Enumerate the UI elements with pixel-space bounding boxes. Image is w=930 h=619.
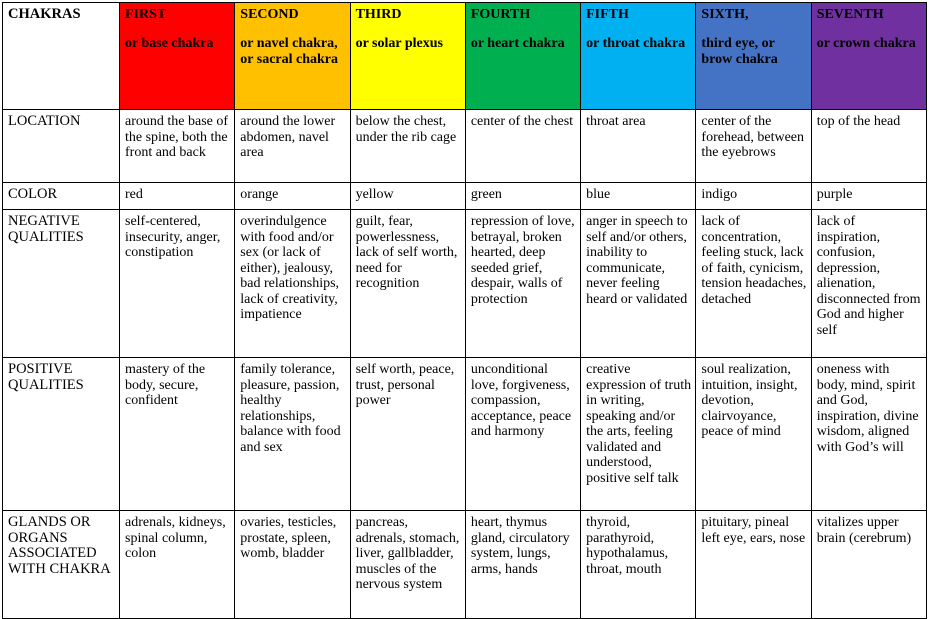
table-cell: red bbox=[120, 183, 235, 210]
table-cell: soul realization, intuition, insight, devotion, clairvoyance, peace of mind bbox=[696, 358, 811, 511]
chakra-subtitle: or throat chakra bbox=[586, 36, 686, 51]
table-cell: blue bbox=[581, 183, 696, 210]
chakra-title: SECOND bbox=[240, 7, 299, 22]
table-cell: yellow bbox=[350, 183, 465, 210]
chakra-title: FIFTH bbox=[586, 7, 629, 22]
header-chakra-fourth bbox=[465, 3, 580, 110]
table-cell: vitalizes upper brain (cerebrum) bbox=[811, 511, 926, 619]
chakra-subtitle: or crown chakra bbox=[816, 36, 916, 51]
header-chakra-sixth bbox=[696, 3, 811, 110]
table-cell: center of the chest bbox=[465, 110, 580, 183]
table-cell: heart, thymus gland, circulatory system, lungs, arms, hands bbox=[465, 511, 580, 619]
chakra-title: FOURTH bbox=[470, 7, 531, 22]
row-label: LOCATION bbox=[3, 110, 120, 183]
table-cell: lack of inspiration, confusion, depression, alienation, disconnected from God and higher self bbox=[811, 210, 926, 358]
header-chakra-seventh bbox=[811, 3, 926, 110]
table-cell: top of the head bbox=[811, 110, 926, 183]
table-cell: around the base of the spine, both the front and back bbox=[120, 110, 235, 183]
chakra-title: FIRST bbox=[125, 7, 167, 22]
chakra-table bbox=[2, 2, 927, 619]
table-cell: throat area bbox=[581, 110, 696, 183]
chakra-subtitle: or solar plexus bbox=[355, 36, 443, 51]
glands-organs-row bbox=[3, 511, 927, 619]
header-chakra-first bbox=[120, 3, 235, 110]
table-cell: self-centered, insecurity, anger, constipation bbox=[120, 210, 235, 358]
table-cell: family tolerance, pleasure, passion, healthy relationships, balance with food and sex bbox=[235, 358, 350, 511]
table-cell: oneness with body, mind, spirit and God, inspiration, divine wisdom, aligned with God’s will bbox=[811, 358, 926, 511]
table-cell: unconditional love, forgiveness, compassion, acceptance, peace and harmony bbox=[465, 358, 580, 511]
table-cell: ovaries, testicles, prostate, spleen, womb, bladder bbox=[235, 511, 350, 619]
header-chakra-fifth bbox=[581, 3, 696, 110]
table-cell: pancreas, adrenals, stomach, liver, gallbladder, muscles of the nervous system bbox=[350, 511, 465, 619]
table-cell: guilt, fear, powerlessness, lack of self worth, need for recognition bbox=[350, 210, 465, 358]
chakra-subtitle: third eye, or brow chakra bbox=[701, 36, 778, 67]
header-label-cell bbox=[3, 3, 120, 110]
table-cell: lack of concentration, feeling stuck, lack of faith, cynicism, tension headaches, detached bbox=[696, 210, 811, 358]
table-cell: mastery of the body, secure, confident bbox=[120, 358, 235, 511]
table-cell: overindulgence with food and/or sex (or lack of either), jealousy, bad relationships, lack of creativity, impatience bbox=[235, 210, 350, 358]
header-row bbox=[3, 3, 927, 110]
row-label: COLOR bbox=[3, 183, 120, 210]
chakra-title: SIXTH, bbox=[701, 7, 749, 22]
table-cell: orange bbox=[235, 183, 350, 210]
chakra-subtitle: or navel chakra, or sacral chakra bbox=[240, 36, 339, 67]
chakra-title: THIRD bbox=[355, 7, 402, 22]
row-label: POSITIVE QUALITIES bbox=[3, 358, 120, 511]
table-cell: pituitary, pineal left eye, ears, nose bbox=[696, 511, 811, 619]
positive-qualities-row bbox=[3, 358, 927, 511]
header-label: CHAKRAS bbox=[8, 6, 81, 22]
negative-qualities-row bbox=[3, 210, 927, 358]
table-cell: thyroid, parathyroid, hypothalamus, throat, mouth bbox=[581, 511, 696, 619]
location-row bbox=[3, 110, 927, 183]
table-cell: adrenals, kidneys, spinal column, colon bbox=[120, 511, 235, 619]
table-cell: below the chest, under the rib cage bbox=[350, 110, 465, 183]
chakra-title: SEVENTH bbox=[816, 7, 884, 22]
header-chakra-third bbox=[350, 3, 465, 110]
table-cell: green bbox=[465, 183, 580, 210]
table-cell: repression of love, betrayal, broken hearted, deep seeded grief, despair, walls of protection bbox=[465, 210, 580, 358]
chakra-subtitle: or heart chakra bbox=[470, 36, 565, 51]
color-row bbox=[3, 183, 927, 210]
table-cell: around the lower abdomen, navel area bbox=[235, 110, 350, 183]
table-cell: self worth, peace, trust, personal power bbox=[350, 358, 465, 511]
table-cell: creative expression of truth in writing, speaking and/or the arts, feeling validated and understood, positive self talk bbox=[581, 358, 696, 511]
table-cell: center of the forehead, between the eyebrows bbox=[696, 110, 811, 183]
header-chakra-second bbox=[235, 3, 350, 110]
table-cell: anger in speech to self and/or others, inability to communicate, never feeling heard or validated bbox=[581, 210, 696, 358]
row-label: NEGATIVE QUALITIES bbox=[3, 210, 120, 358]
row-label: GLANDS OR ORGANS ASSOCIATED WITH CHAKRA bbox=[3, 511, 120, 619]
table-cell: purple bbox=[811, 183, 926, 210]
chakra-subtitle: or base chakra bbox=[125, 36, 214, 51]
table-cell: indigo bbox=[696, 183, 811, 210]
